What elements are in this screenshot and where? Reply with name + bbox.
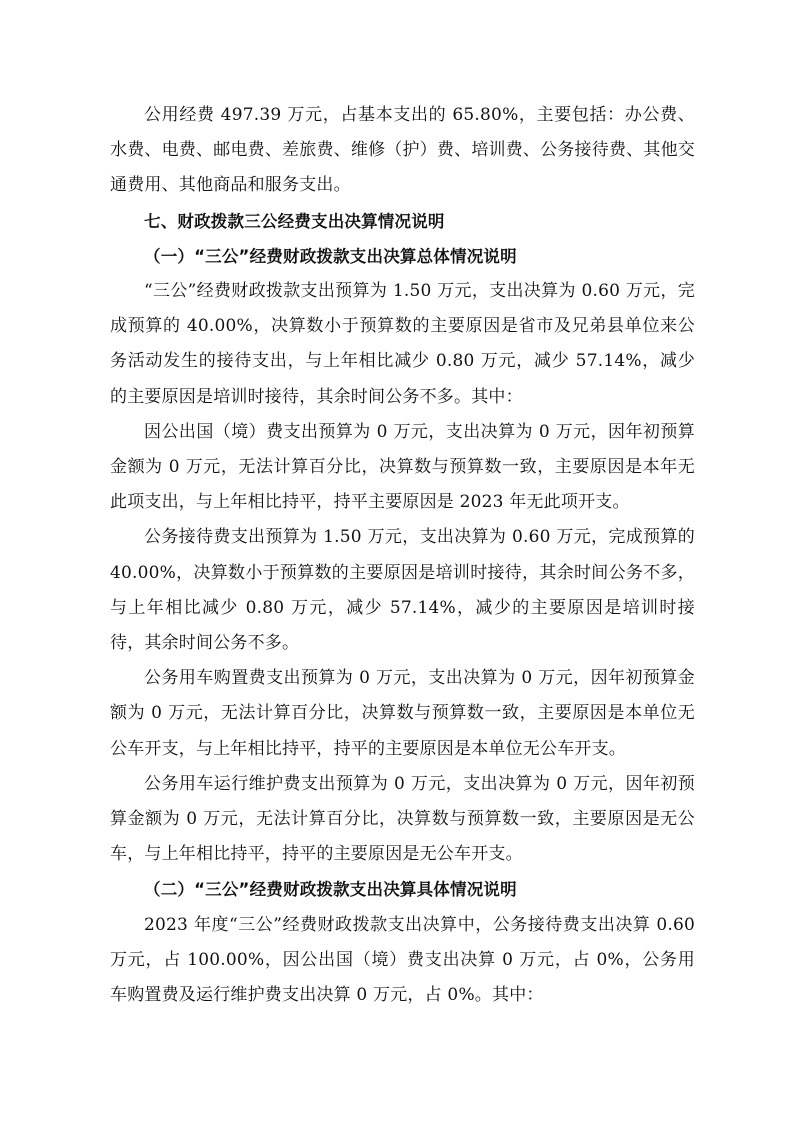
paragraph-specific-breakdown: 2023 年度“三公”经费财政拨款支出决算中，公务接待费支出决算 0.60 万元，占 100.00%，因公出国（境）费支出决算 0 万元，占 0%，公务用车购置费及运行维护费支出决算 0 万元，占 0%。其中： [110, 914, 695, 1006]
subsection-heading-specific: （二）“三公”经费财政拨款支出决算具体情况说明 [144, 880, 517, 900]
document-body [110, 98, 695, 1013]
paragraph-three-public-overall: “三公”经费财政拨款支出预算为 1.50 万元，支出决算为 0.60 万元，完成预算的 40.00%，决算数小于预算数的主要原因是省市及兄弟县单位来公务活动发生的接待支出，与上年相比减少 0.80 万元，减少 57.14%，减少的主要原因是培训时接待，其余时间公务不多。其中： [110, 281, 695, 407]
paragraph-vehicle-operation: 公务用车运行维护费支出预算为 0 万元，支出决算为 0 万元，因年初预算金额为 0 万元，无法计算百分比，决算数与预算数一致，主要原因是无公车，与上年相比持平，持平的主要原因是无公车开支。 [110, 773, 695, 865]
paragraph-reception: 公务接待费支出预算为 1.50 万元，支出决算为 0.60 万元，完成预算的 40.00%，决算数小于预算数的主要原因是培训时接待，其余时间公务不多，与上年相比减少 0.80 万元，减少 57.14%，减少的主要原因是培训时接待，其余时间公务不多。 [110, 527, 695, 654]
paragraph-vehicle-purchase: 公务用车购置费支出预算为 0 万元，支出决算为 0 万元，因年初预算金额为 0 万元，无法计算百分比，决算数与预算数一致，主要原因是本单位无公车开支，与上年相比持平，持平的主要原因是本单位无公车开支。 [110, 668, 695, 759]
subsection-heading-overall: （一）“三公”经费财政拨款支出决算总体情况说明 [144, 246, 517, 266]
paragraph-public-expenses: 公用经费 497.39 万元，占基本支出的 65.80%，主要包括：办公费、水费、电费、邮电费、差旅费、维修（护）费、培训费、公务接待费、其他交通费用、其他商品和服务支出。 [110, 105, 695, 196]
paragraph-overseas-travel: 因公出国（境）费支出预算为 0 万元，支出决算为 0 万元，因年初预算金额为 0 万元，无法计算百分比，决算数与预算数一致，主要原因是本年无此项支出，与上年相比持平，持平主要原因是 2023 年无此项开支。 [110, 421, 695, 513]
section-heading-seven: 七、财政拨款三公经费支出决算情况说明 [144, 211, 445, 231]
